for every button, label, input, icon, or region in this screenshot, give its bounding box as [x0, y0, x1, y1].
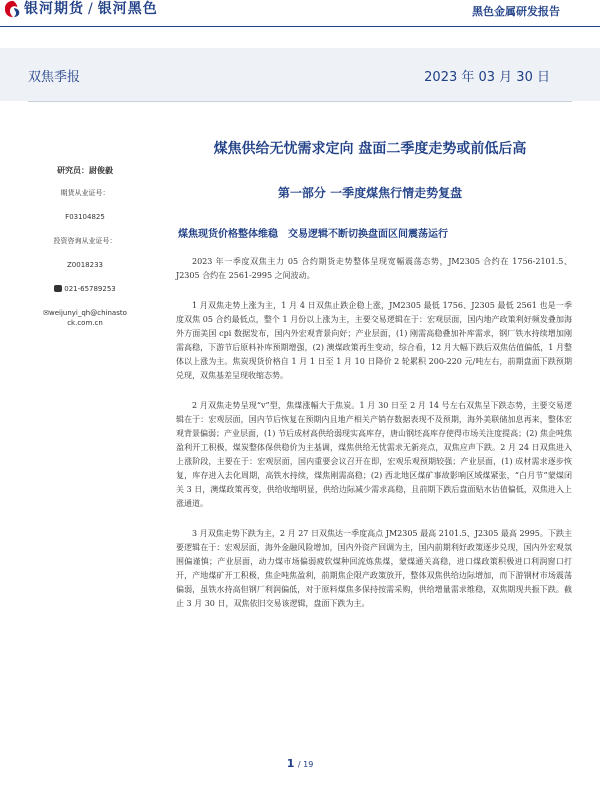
report-date: 2023 年 03 月 30 日	[424, 70, 550, 85]
paragraph: 2 月双焦走势呈现“v”型，焦煤涨幅大于焦炭。1 月 30 日至 2 月 14 号左右双焦呈下跌态势，主要交易逻辑在于：宏观层面，国内节后恢复在预期内且地产相关产销存数据表现不及预期，海外美联储加息再来，整体宏观背景偏弱；产业层面，(1) 节后成材高供给弱现实高库存，唐山钢坯高库存使得市场关注度提高；(2) 焦企吨焦盈利开工积极，煤炭整体保供稳价为主基调，煤焦供给无忧需求无新亮点，双焦应声下跌。2 月 24 日双焦进入上涨阶段，主要在于：宏观层面，国内重要会议召开在即，宏观乐观预期较强；产业层面，(1) 成材需求逐步恢复，库存进入去化周期，高铁水持续，煤焦刚需高稳；(2) 西北地区煤矿事故影响区域煤紧张，“白月节”蒙煤闭关 3 日，澳煤政策再变，供给收缩明显，供给边际减少需求高稳，且前期下跌后盘面贴水估值偏低，双焦进入上涨通道。	[176, 401, 572, 508]
part-title: 第一部分 一季度煤焦行情走势复盘	[277, 186, 463, 200]
brand-logo-text	[24, 0, 158, 18]
analyst-sidebar	[26, 165, 144, 342]
paragraph: 3 月双焦走势下跌为主，2 月 27 日双焦达一季度高点 JM2305 最高 2101.5、J2305 最高 2995。下跌主要逻辑在于：宏观层面，海外金融风险增加，国内外资产回调为主，国内前期利好政策逐步兑现，国内外宏观氛围偏谨慎；产业层面，动力煤市场偏弱疲软煤种回流炼焦煤，蒙煤通关高稳，进口煤政策积极进口利润窗口打开，产地煤矿开工积极，焦企吨焦盈利，前期焦企限产政策放开，整体双焦供给边际增加，而下游钢材市场震荡偏弱，虽铁水持高但钢厂利润偏低，对于原料煤焦多保持按需采购，供给增量需求维稳，双焦期现共振下跌。截止 3 月 30 日，双焦依旧交易该逻辑，盘面下跌为主。	[176, 529, 572, 608]
header-divider	[0, 26, 600, 27]
logo-icon	[4, 0, 22, 18]
band-divider	[28, 101, 572, 102]
brand-left: 银河期货	[24, 1, 84, 17]
report-series: 黑色金属研发报告	[472, 5, 560, 18]
brand-right: 银河黑色	[97, 1, 158, 17]
email-part1: weijunyi_qh@chinasto	[48, 309, 127, 317]
analyst-name: 研究员：尉俊毅	[57, 166, 113, 175]
brand-separator: /	[88, 1, 94, 17]
phone-icon	[54, 285, 62, 292]
qualification-label: 期货从业证号：	[60, 189, 110, 197]
consult-number: Z0018233	[67, 261, 103, 269]
page-footer: 1 / 19	[286, 757, 314, 770]
body-text	[176, 255, 572, 627]
phone-number: 021-65789253	[64, 285, 116, 293]
page-number: 1	[286, 757, 295, 770]
qualification-number: F03104825	[65, 213, 105, 221]
paragraph: 2023 年一季度双焦主力 05 合约期货走势整体呈现宽幅震荡态势，JM2305 合约在 1756-2101.5、J2305 合约在 2561-2995 之间波动。	[176, 257, 572, 280]
paragraph: 1 月双焦走势上涨为主，1 月 4 日双焦止跌企稳上涨，JM2305 最低 1756、J2305 最低 2561 也是一季度双焦 05 合约最低点，整个 1 月份以上涨为主，主要交易逻辑在于：宏观层面，国内地产政策利好频发叠加海外方面美国 cpi 数据发布，国内外宏观背景向好；产业层面，(1) 刚需高稳叠加补库需求，钢厂铁水持续增加刚需高稳，下游节后原料补库预期增强，(2) 澳煤政策再生变动，综合看，12 月大幅下跌后双焦估值偏低，1 月整体以上涨为主。焦炭现货价格自 1 月 1 日至 1 月 10 日降价 2 轮累积 200-220 元/吨左右，前期盘面下跌预期兑现，双焦基差呈现收缩态势。	[176, 301, 572, 380]
page-total: 19	[303, 760, 314, 769]
phone-line	[26, 284, 144, 294]
section-title: 煤焦现货价格整体维稳 交易逻辑不断切换盘面区间震荡运行	[178, 229, 448, 240]
email-part2: ck.com.cn	[67, 319, 103, 327]
email-icon: ✉	[43, 309, 49, 317]
email-line[interactable]	[26, 308, 144, 328]
consult-label: 投资咨询从业证号：	[53, 237, 117, 245]
main-title: 煤焦供给无忧需求定向 盘面二季度走势或前低后高	[213, 141, 527, 157]
report-title: 双焦季报	[28, 70, 81, 85]
